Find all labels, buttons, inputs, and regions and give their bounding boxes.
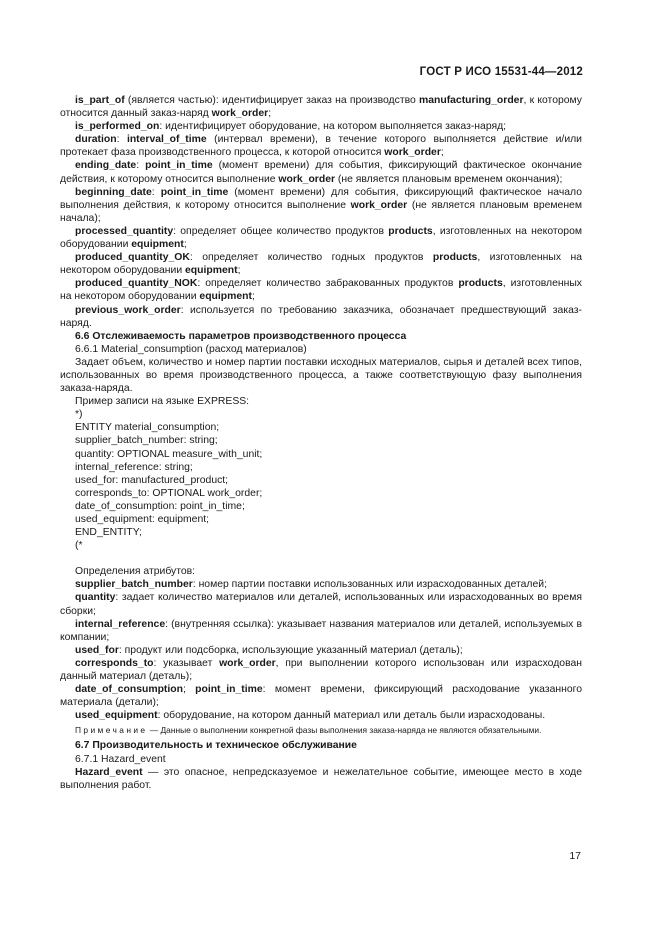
definition-text: (интервал времени), в течение которого выполняется действие и/или протекает фаза производственного процесса, к которой относится bbox=[60, 134, 582, 159]
term: date_of_consumption bbox=[75, 684, 183, 696]
term: interval_of_time bbox=[126, 134, 207, 146]
term: products bbox=[432, 252, 478, 264]
definition-text: : используется по требованию заказчика, обозначает предшествующий заказ-наряд. bbox=[60, 304, 582, 329]
definition-text: (момент времени) для события, фиксирующий фактическое окончание действия, к которому относится выполнение bbox=[60, 160, 582, 185]
section-6-7-heading: 6.7 Производительность и техническое обслуживание bbox=[75, 740, 357, 752]
attribute-definitions-material bbox=[60, 578, 582, 722]
definition-text: (является частью): идентифицирует заказ на производство bbox=[124, 95, 419, 106]
definition-text: : определяет количество забракованных продуктов bbox=[197, 278, 459, 290]
term: internal_reference bbox=[75, 618, 166, 630]
definition-paragraph bbox=[60, 251, 582, 277]
term: processed_quantity bbox=[75, 225, 174, 237]
term: corresponds_to bbox=[75, 657, 154, 669]
example-intro: Пример записи на языке EXPRESS: bbox=[75, 396, 250, 408]
definition-text: : задает количество материалов или деталей, использованных или израсходованных во время сборки; bbox=[60, 592, 582, 617]
code-line: used_equipment: equipment; bbox=[75, 514, 210, 525]
term: point_in_time bbox=[145, 160, 213, 172]
term: work_order bbox=[350, 199, 408, 211]
definition-text: : определяет общее количество продуктов bbox=[173, 225, 389, 237]
definition-text: ; bbox=[183, 239, 187, 251]
hazard-event-definition bbox=[60, 766, 582, 792]
definition-paragraph bbox=[60, 133, 582, 159]
term: point_in_time bbox=[195, 684, 263, 696]
definition-text: ; bbox=[237, 265, 241, 277]
term: manufacturing_order bbox=[418, 95, 524, 106]
term: equipment bbox=[199, 291, 252, 303]
definition-text: (момент времени) для события, фиксирующий фактическое начало выполнения действия, к которому относится выполнение bbox=[60, 186, 582, 211]
term: work_order bbox=[384, 147, 441, 159]
code-line: ENTITY material_consumption; bbox=[75, 422, 220, 434]
note bbox=[60, 724, 582, 737]
definition-paragraph bbox=[60, 94, 582, 120]
term: used_equipment bbox=[75, 710, 158, 722]
term: ending_date bbox=[75, 160, 137, 172]
code-line: date_of_consumption: point_in_time; bbox=[75, 500, 245, 512]
term: supplier_batch_number bbox=[75, 579, 193, 591]
code-line: END_ENTITY; bbox=[75, 527, 142, 539]
code-line: supplier_batch_number: string; bbox=[75, 435, 218, 447]
definition-text: ; bbox=[440, 147, 444, 159]
code-line: used_for: manufactured_product; bbox=[75, 474, 229, 486]
definition-text: , при выполнении которого использован или израсходован данный материал (деталь); bbox=[60, 657, 582, 683]
term: work_order bbox=[211, 108, 269, 120]
definition-text: ; bbox=[182, 684, 196, 696]
definition-text: , изготовленных на некотором оборудовании bbox=[60, 225, 582, 251]
code-line: quantity: OPTIONAL measure_with_unit; bbox=[75, 448, 263, 460]
term: beginning_date bbox=[75, 186, 152, 198]
section-6-6-text: Задает объем, количество и номер партии поставки исходных материалов, сырья и деталей всех типов, использованных во время производственного процесса, а также соответствующую фазу выполнения заказа-наряда. bbox=[60, 356, 582, 395]
term: used_for bbox=[75, 644, 119, 656]
page-number: 17 bbox=[569, 850, 581, 862]
definition-paragraph bbox=[60, 304, 582, 330]
express-code-block bbox=[60, 408, 582, 552]
definition-text: : номер партии поставки использованных или израсходованных деталей; bbox=[192, 579, 547, 591]
definition-paragraph bbox=[60, 578, 582, 591]
term: products bbox=[458, 278, 503, 290]
note-label: Примечание bbox=[75, 725, 148, 736]
definition-paragraph bbox=[60, 683, 582, 709]
term: produced_quantity_OK bbox=[75, 252, 190, 264]
definition-text: : продукт или подсборка, использующие указанный материал (деталь); bbox=[118, 644, 463, 656]
term: products bbox=[388, 225, 433, 237]
term: work_order bbox=[278, 173, 336, 185]
definition-text: : определяет количество годных продуктов bbox=[189, 252, 433, 264]
term: previous_work_order bbox=[75, 304, 181, 316]
standard-header: ГОСТ Р ИСО 15531-44—2012 bbox=[419, 66, 583, 78]
definition-text: , изготовленных на некотором оборудовании bbox=[60, 278, 582, 303]
definition-paragraph bbox=[60, 657, 582, 683]
definitions-intro: Определения атрибутов: bbox=[75, 566, 196, 578]
term: produced_quantity_NOK bbox=[75, 278, 198, 290]
term: is_performed_on bbox=[75, 121, 160, 133]
definition-paragraph bbox=[60, 159, 582, 185]
term: equipment bbox=[131, 239, 184, 251]
subsection-6-7-1-heading: 6.7.1 Hazard_event bbox=[75, 753, 166, 765]
code-line: *) bbox=[75, 409, 83, 421]
definition-text: : (внутренняя ссылка): указывает названия материалов или деталей, используемых в компании; bbox=[60, 618, 582, 643]
definition-text: : идентифицирует оборудование, на котором выполняется заказ-наряд; bbox=[159, 121, 507, 133]
note-text: — Данные о выполнении конкретной фазы выполнения заказа-наряда не являются обязательными. bbox=[147, 725, 542, 736]
definition-text: (не является плановым временем окончания); bbox=[335, 173, 563, 185]
definition-text: : указывает bbox=[153, 657, 220, 669]
definition-text: , изготовленных на некотором оборудовании bbox=[60, 252, 582, 277]
definition-paragraph bbox=[60, 277, 582, 303]
page-content bbox=[60, 94, 582, 792]
definition-text: ; bbox=[268, 108, 272, 120]
definition-paragraph bbox=[60, 120, 582, 133]
definition-paragraph bbox=[60, 644, 582, 657]
code-line: internal_reference: string; bbox=[75, 461, 193, 473]
attribute-definitions-work-order bbox=[60, 94, 582, 330]
term: duration bbox=[75, 134, 117, 146]
definition-text: ; bbox=[251, 291, 255, 303]
definition-text: (не является плановым временем начала); bbox=[60, 199, 582, 224]
section-6-6-heading: 6.6 Отслеживаемость параметров производственного процесса bbox=[75, 330, 407, 342]
definition-text: , к которому относится данный заказ-наряд bbox=[60, 95, 582, 120]
term: is_part_of bbox=[75, 95, 125, 106]
term: equipment bbox=[185, 265, 238, 277]
definition-text: : bbox=[151, 186, 161, 198]
definition-paragraph bbox=[60, 225, 582, 251]
subsection-6-6-1-heading: 6.6.1 Material_consumption (расход материалов) bbox=[75, 343, 307, 355]
code-line: corresponds_to: OPTIONAL work_order; bbox=[75, 487, 263, 499]
term: point_in_time bbox=[160, 186, 229, 198]
definition-text: — это опасное, непредсказуемое и нежелательное событие, имеющее место в ходе выполнения работ. bbox=[60, 766, 582, 791]
definition-text: : bbox=[116, 134, 127, 146]
code-line: (* bbox=[75, 540, 83, 552]
definition-paragraph bbox=[60, 186, 582, 225]
definition-text: : момент времени, фиксирующий расходование указанного материала (детали); bbox=[60, 684, 582, 709]
definition-paragraph bbox=[60, 709, 582, 722]
term: Hazard_event bbox=[75, 766, 143, 778]
definition-paragraph bbox=[60, 591, 582, 617]
definition-text: : оборудование, на котором данный материал или деталь были израсходованы. bbox=[157, 710, 546, 722]
definition-paragraph bbox=[60, 618, 582, 644]
term: quantity bbox=[75, 592, 116, 604]
definition-text: : bbox=[136, 160, 146, 172]
term: work_order bbox=[219, 657, 276, 669]
